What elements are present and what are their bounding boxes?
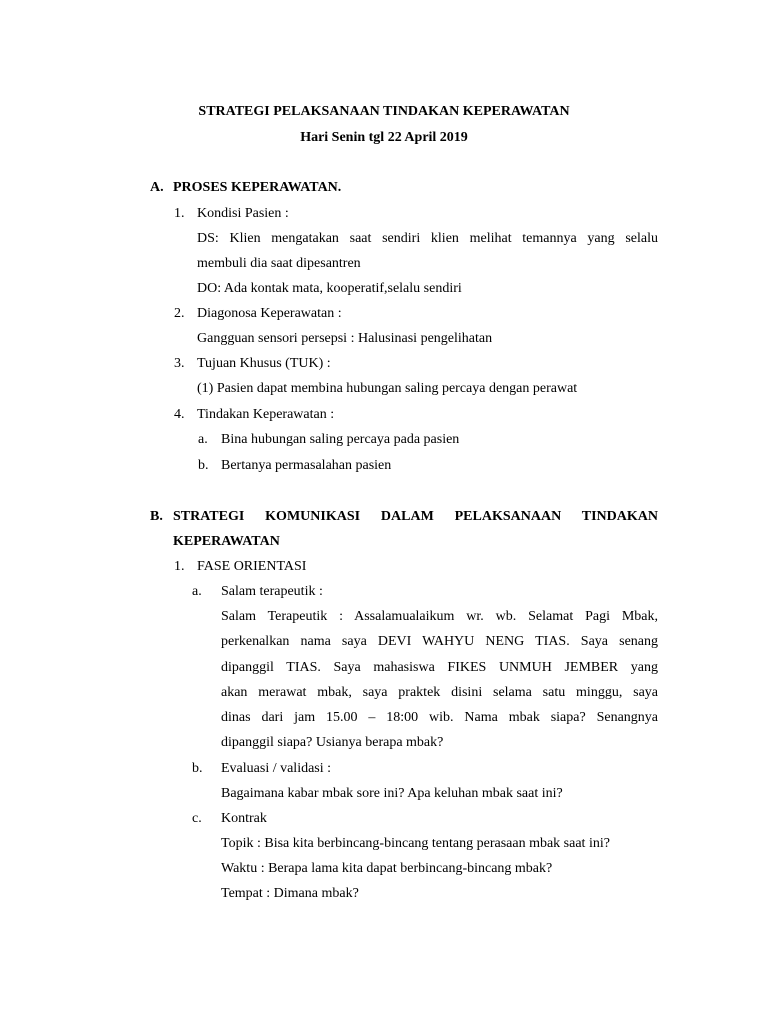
document-title: STRATEGI PELAKSANAAN TINDAKAN KEPERAWATAN (198, 104, 570, 119)
subitem-text: Tempat : Dimana mbak? (221, 886, 359, 901)
phase-number: 1. (174, 559, 185, 574)
subitem-text: akan merawat mbak, saya praktek disini selama satu minggu, saya (221, 685, 658, 700)
subitem-text: dipanggil siapa? Usianya berapa mbak? (221, 735, 444, 750)
section-a-heading: PROSES KEPERAWATAN. (173, 180, 342, 195)
subitem-text: Waktu : Berapa lama kita dapat berbincang-bincang mbak? (221, 861, 553, 876)
item-label: Kondisi Pasien : (197, 206, 289, 221)
phase-label: FASE ORIENTASI (197, 559, 307, 574)
subitem-text: Bagaimana kabar mbak sore ini? Apa keluhan mbak saat ini? (221, 786, 563, 801)
item-label: Tujuan Khusus (TUK) : (197, 356, 331, 371)
subitem-text: Salam Terapeutik : Assalamualaikum wr. wb. Selamat Pagi Mbak, (221, 609, 658, 624)
item-text: membuli dia saat dipesantren (197, 256, 361, 271)
subitem-text: Bertanya permasalahan pasien (221, 458, 392, 473)
subitem-letter: a. (192, 584, 202, 599)
subitem-letter: b. (198, 458, 209, 473)
item-number: 4. (174, 407, 185, 422)
item-text: DS: Klien mengatakan saat sendiri klien melihat temannya yang selalu (197, 231, 658, 246)
subitem-letter: a. (198, 432, 208, 447)
item-label: Tindakan Keperawatan : (197, 407, 335, 422)
section-b-heading: STRATEGI KOMUNIKASI DALAM PELAKSANAAN TINDAKAN (173, 509, 658, 524)
section-b-marker: B. (150, 509, 163, 524)
section-a-marker: A. (150, 180, 164, 195)
subitem-text: dipanggil TIAS. Saya mahasiswa FIKES UNMUH JEMBER yang (221, 660, 658, 675)
item-label: Diagonosa Keperawatan : (197, 306, 342, 321)
subitem-letter: c. (192, 811, 202, 826)
subitem-label: Salam terapeutik : (221, 584, 323, 599)
item-number: 2. (174, 306, 185, 321)
section-b-heading: KEPERAWATAN (173, 534, 280, 549)
subitem-text: dinas dari jam 15.00 – 18:00 wib. Nama mbak siapa? Senangnya (221, 710, 658, 725)
document-date: Hari Senin tgl 22 April 2019 (300, 130, 468, 145)
item-number: 3. (174, 356, 185, 371)
subitem-text: Bina hubungan saling percaya pada pasien (221, 432, 460, 447)
item-number: 1. (174, 206, 185, 221)
subitem-text: Topik : Bisa kita berbincang-bincang tentang perasaan mbak saat ini? (221, 836, 610, 851)
subitem-label: Kontrak (221, 811, 267, 826)
subitem-label: Evaluasi / validasi : (221, 761, 332, 776)
subitem-letter: b. (192, 761, 203, 776)
item-text: (1) Pasien dapat membina hubungan saling percaya dengan perawat (197, 381, 578, 396)
item-text: Gangguan sensori persepsi : Halusinasi pengelihatan (197, 331, 493, 346)
subitem-text: perkenalkan nama saya DEVI WAHYU NENG TIAS. Saya senang (221, 634, 658, 649)
item-text: DO: Ada kontak mata, kooperatif,selalu sendiri (197, 281, 462, 296)
